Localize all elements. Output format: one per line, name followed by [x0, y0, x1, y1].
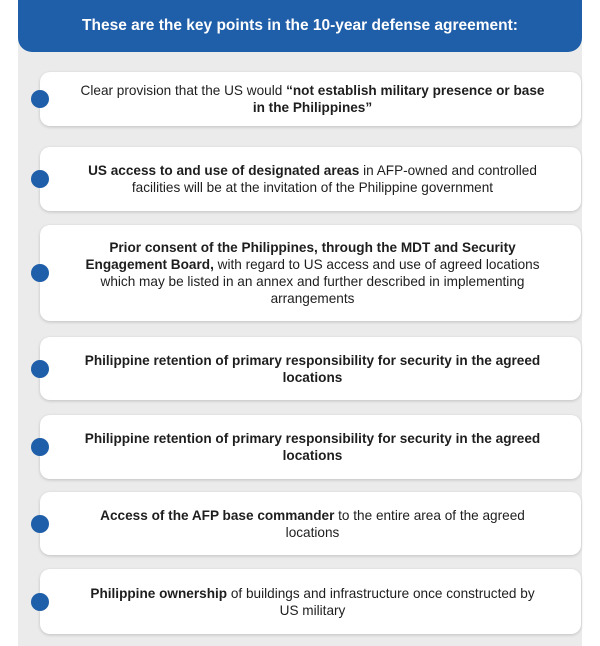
key-point-card: [40, 492, 581, 555]
key-point-card: [40, 72, 581, 126]
key-point-bold-lead: US access to and use of designated areas: [88, 163, 360, 178]
bullet-dot-icon: [31, 264, 49, 282]
bullet-dot-icon: [31, 90, 49, 108]
key-point-bold-lead: Access of the AFP base commander: [100, 507, 335, 523]
bullet-dot-icon: [31, 438, 49, 456]
key-point-normal: of buildings and infrastructure once constructed by US military: [227, 585, 535, 618]
key-point-text: [80, 82, 545, 116]
bullet-dot-icon: [31, 360, 49, 378]
key-point-bold-lead: Philippine retention of primary responsibility for security in the agreed locations: [84, 431, 541, 463]
key-point-card: [40, 415, 581, 479]
key-point-normal: with regard to US access and use of agreed locations which may be listed in an annex and further described in implementing arrangements: [100, 257, 540, 306]
key-point-bold-lead: Prior consent of the Philippines, through the MDT and Security Engagement Board,: [85, 240, 516, 272]
key-point-text: [80, 507, 545, 541]
key-point-normal: to the entire area of the agreed locations: [285, 507, 525, 540]
header-title: These are the key points in the 10-year defense agreement:: [82, 17, 518, 34]
key-point-bold-lead: Philippine ownership: [90, 585, 228, 601]
key-point-text: [80, 162, 545, 196]
key-point-text: [80, 239, 545, 307]
key-point-text: [80, 430, 545, 464]
key-point-card: [40, 569, 581, 634]
key-point-bold-lead: Philippine retention of primary responsibility for security in the agreed locations: [84, 352, 541, 385]
key-point-normal: Clear provision that the US would: [80, 83, 287, 98]
key-point-text: [80, 585, 545, 619]
key-point-bold-quote: “not establish military presence or base in the Philippines”: [252, 83, 545, 115]
bullet-dot-icon: [31, 593, 49, 611]
header-banner: [18, 0, 582, 52]
bullet-dot-icon: [31, 170, 49, 188]
key-point-card: [40, 147, 581, 211]
bullet-dot-icon: [31, 515, 49, 533]
key-point-text: [80, 352, 545, 386]
key-point-card: [40, 225, 581, 321]
key-point-normal: in AFP-owned and controlled facilities will be at the invitation of the Philippine government: [131, 163, 537, 195]
infographic: [18, 0, 582, 646]
key-point-card: [40, 337, 581, 400]
